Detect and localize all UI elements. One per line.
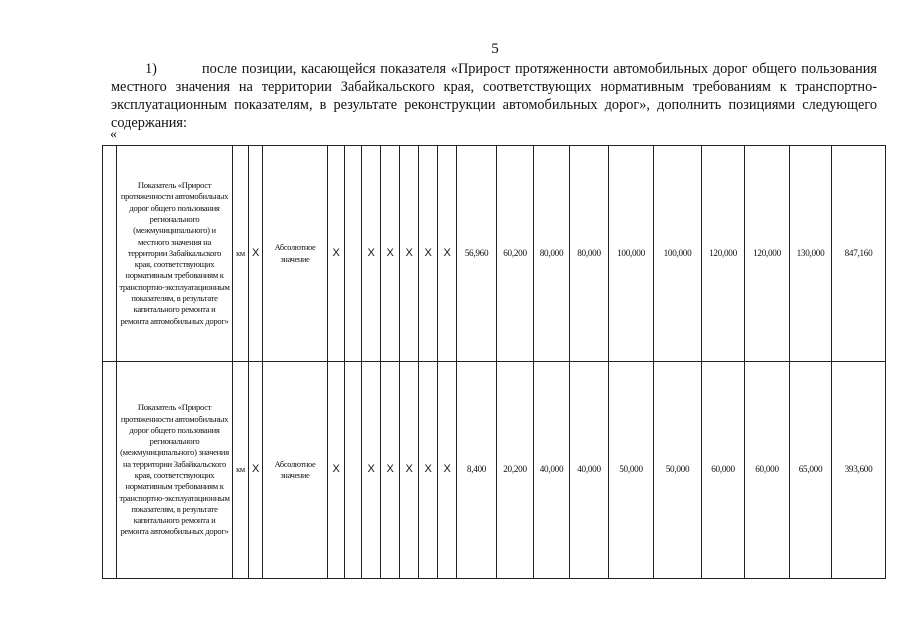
total-cell: 847,160	[832, 146, 886, 362]
value-cell: 56,960	[457, 146, 497, 362]
value-cell: 130,000	[790, 146, 832, 362]
unit-cell: км	[233, 146, 249, 362]
x-cell: X	[438, 362, 457, 579]
x-cell: X	[419, 362, 438, 579]
value-cell: 80,000	[570, 146, 609, 362]
empty-cell	[345, 146, 362, 362]
row-number-cell	[103, 146, 117, 362]
x-cell: X	[362, 146, 381, 362]
value-cell: 60,200	[497, 146, 534, 362]
x-cell: X	[381, 362, 400, 579]
x-cell: X	[249, 146, 263, 362]
value-cell: 8,400	[457, 362, 497, 579]
x-cell: X	[438, 146, 457, 362]
value-type-cell: Абсолютное значение	[263, 362, 328, 579]
total-cell: 393,600	[832, 362, 886, 579]
value-cell: 50,000	[654, 362, 702, 579]
value-cell: 40,000	[570, 362, 609, 579]
indicators-table	[102, 145, 886, 579]
unit-cell: км	[233, 362, 249, 579]
intro-paragraph	[111, 60, 877, 132]
value-cell: 50,000	[609, 362, 654, 579]
x-cell: X	[328, 362, 345, 579]
page-number: 5	[491, 41, 499, 57]
intro-text: после позиции, касающейся показателя «Прирост протяженности автомобильных дорог общего пользования местного значения на территории Забайкальского края, соответствующих нормативным требованиям к транспортно-эксплуатационным показателям, в результате реконструкции автомобильных дорог», дополнить позициями следующего содержания:	[111, 61, 877, 131]
empty-cell	[345, 362, 362, 579]
x-cell: X	[400, 362, 419, 579]
x-cell: X	[400, 146, 419, 362]
value-cell: 120,000	[745, 146, 790, 362]
value-type-cell: Абсолютное значение	[263, 146, 328, 362]
row-number-cell	[103, 362, 117, 579]
value-cell: 20,200	[497, 362, 534, 579]
table-row	[103, 146, 886, 362]
x-cell: X	[249, 362, 263, 579]
x-cell: X	[362, 362, 381, 579]
value-cell: 60,000	[745, 362, 790, 579]
x-cell: X	[328, 146, 345, 362]
x-cell: X	[419, 146, 438, 362]
item-number: 1)	[145, 61, 157, 77]
value-cell: 100,000	[654, 146, 702, 362]
value-cell: 65,000	[790, 362, 832, 579]
value-cell: 120,000	[702, 146, 745, 362]
value-cell: 80,000	[534, 146, 570, 362]
value-cell: 60,000	[702, 362, 745, 579]
value-cell: 100,000	[609, 146, 654, 362]
opening-quote: «	[110, 127, 117, 142]
indicator-name: Показатель «Прирост протяженности автомобильных дорог общего пользования регионального (межмуниципального) значения на территории Забайкальского края, соответствующих нормативным требованиям к транспортно-эксплуатационным показателям, в результате капитального ремонта и ремонта автомобильных дорог»	[117, 362, 233, 579]
value-cell: 40,000	[534, 362, 570, 579]
indicator-name: Показатель «Прирост протяженности автомобильных дорог общего пользования регионального (межмуниципального) и местного значения на территории Забайкальского края, соответствующих нормативным требованиям к транспортно-эксплуатационным показателям, в результате капитального ремонта и ремонта автомобильных дорог»	[117, 146, 233, 362]
table-row	[103, 362, 886, 579]
x-cell: X	[381, 146, 400, 362]
